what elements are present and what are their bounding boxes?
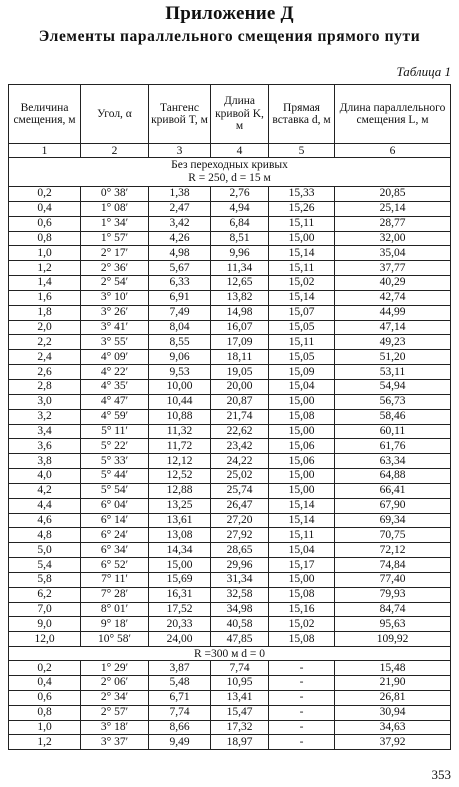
table-cell: 6° 52′ [81,558,149,573]
table-cell: 0,4 [9,676,81,691]
column-header: Тангенс кривой T, м [149,85,211,144]
table-cell: 17,32 [211,720,269,735]
table-cell: 15,09 [269,365,335,380]
table-cell: 5° 11′ [81,424,149,439]
table-cell: 77,40 [335,572,451,587]
table-cell: 1° 34′ [81,216,149,231]
table-cell: 5,4 [9,558,81,573]
section-heading-line: Без переходных кривых [171,159,288,171]
table-cell: 9,53 [149,365,211,380]
table-cell: 15,16 [269,602,335,617]
table-cell: 2° 06′ [81,676,149,691]
table-cell: 27,92 [211,528,269,543]
table-cell: 20,00 [211,379,269,394]
table-cell: 16,31 [149,587,211,602]
table-cell: 53,11 [335,365,451,380]
table-cell: 12,52 [149,469,211,484]
table-cell: 32,00 [335,231,451,246]
table-cell: 15,08 [269,587,335,602]
table-row [9,335,451,350]
table-cell: 15,04 [269,543,335,558]
table-cell: 4° 22′ [81,365,149,380]
table-cell: 15,17 [269,558,335,573]
table-cell: 15,69 [149,572,211,587]
table-row [9,661,451,676]
table-cell: 5,8 [9,572,81,587]
table-cell: - [269,676,335,691]
table-row [9,735,451,750]
table-cell: 63,34 [335,454,451,469]
table-cell: 4,98 [149,246,211,261]
table-cell: 15,08 [269,409,335,424]
table-cell: 2° 57′ [81,705,149,720]
table-cell: 7,74 [211,661,269,676]
table-cell: 9° 18′ [81,617,149,632]
section-heading [9,158,451,187]
table-cell: 5° 44′ [81,469,149,484]
section-heading: R =300 м d = 0 [9,647,451,661]
table-row [9,572,451,587]
table-cell: 1,4 [9,276,81,291]
table-row [9,528,451,543]
table-cell: 74,84 [335,558,451,573]
table-cell: 1,2 [9,261,81,276]
section-body [9,661,451,750]
table-cell: 22,62 [211,424,269,439]
table-cell: 56,73 [335,394,451,409]
table-cell: 0,6 [9,216,81,231]
table-row [9,246,451,261]
table-cell: 15,02 [269,276,335,291]
table-cell: 8,66 [149,720,211,735]
table-cell: 24,22 [211,454,269,469]
table-cell: 3° 55′ [81,335,149,350]
table-cell: 95,63 [335,617,451,632]
table-cell: 15,00 [269,469,335,484]
table-cell: 66,41 [335,483,451,498]
table-cell: 9,0 [9,617,81,632]
table-cell: 109,92 [335,632,451,647]
table-cell: 15,00 [269,424,335,439]
column-header: Длина кривой K, м [211,85,269,144]
table-cell: 4,2 [9,483,81,498]
table-cell: 10° 58′ [81,632,149,647]
table-cell: 15,48 [335,661,451,676]
table-row [9,483,451,498]
table-row [9,513,451,528]
table-cell: 23,42 [211,439,269,454]
table-cell: 49,23 [335,335,451,350]
table-cell: 2° 36′ [81,261,149,276]
table-cell: 4,0 [9,469,81,484]
table-cell: 15,00 [149,558,211,573]
table-cell: 15,14 [269,290,335,305]
table-cell: 2,2 [9,335,81,350]
table-cell: 2,76 [211,187,269,202]
table-row [9,617,451,632]
table-cell: 24,00 [149,632,211,647]
table-cell: 7,74 [149,705,211,720]
table-cell: 20,33 [149,617,211,632]
table-cell: 7° 28′ [81,587,149,602]
table-row [9,290,451,305]
table-cell: 4° 35′ [81,379,149,394]
table-cell: 2,6 [9,365,81,380]
table-cell: 6° 04′ [81,498,149,513]
table-cell: 8,51 [211,231,269,246]
table-cell: 1,0 [9,246,81,261]
table-cell: 26,47 [211,498,269,513]
table-cell: 30,94 [335,705,451,720]
column-number: 1 [9,144,81,158]
table-cell: 3° 18′ [81,720,149,735]
table-cell: 15,11 [269,335,335,350]
offset-table [8,84,451,750]
table-row [9,305,451,320]
table-cell: 61,76 [335,439,451,454]
table-cell: 14,98 [211,305,269,320]
table-cell: 3° 10′ [81,290,149,305]
table-row [9,276,451,291]
table-cell: 13,25 [149,498,211,513]
table-cell: 6,71 [149,690,211,705]
table-cell: 47,85 [211,632,269,647]
table-cell: 25,74 [211,483,269,498]
table-cell: 27,20 [211,513,269,528]
column-header: Угол, α [81,85,149,144]
table-cell: 15,00 [269,483,335,498]
table-cell: 69,34 [335,513,451,528]
table-cell: 7,0 [9,602,81,617]
table-cell: 11,72 [149,439,211,454]
table-cell: 15,00 [269,572,335,587]
table-cell: 3,8 [9,454,81,469]
table-cell: 3,87 [149,661,211,676]
table-cell: 2,4 [9,350,81,365]
table-cell: - [269,690,335,705]
table-row [9,320,451,335]
table-cell: 10,00 [149,379,211,394]
page-title: Приложение Д [165,3,294,24]
table-cell: 12,65 [211,276,269,291]
table-cell: 15,05 [269,320,335,335]
table-cell: 79,93 [335,587,451,602]
table-cell: 10,44 [149,394,211,409]
table-cell: 11,32 [149,424,211,439]
table-cell: 15,06 [269,439,335,454]
table-cell: 12,12 [149,454,211,469]
table-label: Таблица 1 [396,64,451,79]
table-cell: 13,08 [149,528,211,543]
table-cell: - [269,735,335,750]
table-cell: 40,58 [211,617,269,632]
table-cell: 4,94 [211,201,269,216]
table-cell: 35,04 [335,246,451,261]
table-cell: 51,20 [335,350,451,365]
table-cell: 21,74 [211,409,269,424]
table-cell: 4,8 [9,528,81,543]
table-cell: 1,2 [9,735,81,750]
table-cell: 7,49 [149,305,211,320]
table-cell: 11,34 [211,261,269,276]
table-row [9,720,451,735]
table-cell: 5° 54′ [81,483,149,498]
table-cell: 1,38 [149,187,211,202]
table-row [9,424,451,439]
table-cell: 64,88 [335,469,451,484]
table-cell: 15,33 [269,187,335,202]
table-cell: 13,82 [211,290,269,305]
table-cell: 8,04 [149,320,211,335]
table-row [9,558,451,573]
table-cell: 4,26 [149,231,211,246]
table-cell: 0,2 [9,187,81,202]
table-cell: 2° 54′ [81,276,149,291]
table-cell: 34,63 [335,720,451,735]
table-cell: 20,87 [211,394,269,409]
table-cell: 15,04 [269,379,335,394]
table-cell: 5,67 [149,261,211,276]
column-number: 4 [211,144,269,158]
table-cell: 9,49 [149,735,211,750]
table-cell: 15,08 [269,632,335,647]
section-heading-row [9,158,451,187]
table-cell: 15,11 [269,261,335,276]
table-cell: 14,34 [149,543,211,558]
table-cell: 37,92 [335,735,451,750]
table-cell: 2,8 [9,379,81,394]
table-cell: 58,46 [335,409,451,424]
table-cell: 1,0 [9,720,81,735]
table-cell: 3,42 [149,216,211,231]
table-row [9,587,451,602]
table-cell: 6° 24′ [81,528,149,543]
column-header: Прямая вставка d, м [269,85,335,144]
column-number-row [9,144,451,158]
column-number: 3 [149,144,211,158]
table-cell: 15,07 [269,305,335,320]
table-cell: 15,11 [269,528,335,543]
table-row [9,690,451,705]
table-cell: 34,98 [211,602,269,617]
table-cell: 0,8 [9,705,81,720]
column-number: 5 [269,144,335,158]
table-cell: 67,90 [335,498,451,513]
table-cell: 15,06 [269,454,335,469]
table-row [9,187,451,202]
table-cell: 0° 38′ [81,187,149,202]
table-cell: 6° 14′ [81,513,149,528]
table-cell: 12,0 [9,632,81,647]
table-cell: 4° 59′ [81,409,149,424]
table-cell: 5,0 [9,543,81,558]
column-header: Величина смещения, м [9,85,81,144]
table-cell: 15,14 [269,246,335,261]
table-cell: 4,6 [9,513,81,528]
table-cell: - [269,661,335,676]
table-row [9,469,451,484]
table-cell: 0,4 [9,201,81,216]
table-cell: 3° 37′ [81,735,149,750]
table-row [9,498,451,513]
table-cell: 19,05 [211,365,269,380]
table-cell: 32,58 [211,587,269,602]
table-cell: 6° 34′ [81,543,149,558]
table-cell: 54,94 [335,379,451,394]
table-row [9,201,451,216]
table-cell: 0,2 [9,661,81,676]
table-row [9,676,451,691]
table-cell: 5° 33′ [81,454,149,469]
table-row [9,350,451,365]
table-row [9,261,451,276]
table-cell: 6,84 [211,216,269,231]
table-cell: 15,14 [269,513,335,528]
table-cell: 18,97 [211,735,269,750]
table-cell: 6,33 [149,276,211,291]
table-cell: 7° 11′ [81,572,149,587]
table-cell: 10,95 [211,676,269,691]
table-cell: 1,8 [9,305,81,320]
table-cell: 8,55 [149,335,211,350]
table-cell: 4° 47′ [81,394,149,409]
table-cell: - [269,705,335,720]
table-cell: 0,8 [9,231,81,246]
table-cell: 15,47 [211,705,269,720]
column-number: 6 [335,144,451,158]
table-row [9,379,451,394]
table-cell: 40,29 [335,276,451,291]
section-body [9,187,451,647]
table-cell: 2,47 [149,201,211,216]
table-cell: 25,02 [211,469,269,484]
table-cell: 3,0 [9,394,81,409]
table-cell: 15,11 [269,216,335,231]
table-row [9,705,451,720]
table-cell: 1° 08′ [81,201,149,216]
table-cell: 84,74 [335,602,451,617]
table-cell: 16,07 [211,320,269,335]
table-cell: 72,12 [335,543,451,558]
table-row [9,394,451,409]
table-cell: 3,6 [9,439,81,454]
table-cell: 9,96 [211,246,269,261]
table-cell: 12,88 [149,483,211,498]
table-cell: 60,11 [335,424,451,439]
table-cell: 18,11 [211,350,269,365]
table-row [9,231,451,246]
page-subtitle: Элементы параллельного смещения прямого пути [38,28,421,45]
table-cell: 47,14 [335,320,451,335]
table-cell: 15,05 [269,350,335,365]
table-cell: 10,88 [149,409,211,424]
table-cell: 31,34 [211,572,269,587]
table-cell: 1,6 [9,290,81,305]
table-cell: 29,96 [211,558,269,573]
table-header-row [9,85,451,144]
table-row [9,454,451,469]
table-cell: 37,77 [335,261,451,276]
column-number: 2 [81,144,149,158]
table-cell: 0,6 [9,690,81,705]
table-cell: 15,26 [269,201,335,216]
column-header: Длина параллельного смещения L, м [335,85,451,144]
table-cell: 4,4 [9,498,81,513]
table-cell: 25,14 [335,201,451,216]
table-cell: 1° 57′ [81,231,149,246]
table-cell: 70,75 [335,528,451,543]
table-cell: 28,77 [335,216,451,231]
page-number: 353 [431,767,451,782]
table-cell: 2° 17′ [81,246,149,261]
table-row [9,216,451,231]
table-cell: 6,91 [149,290,211,305]
table-row [9,439,451,454]
table-cell: 44,99 [335,305,451,320]
table-cell: 15,00 [269,394,335,409]
section-heading-row [9,647,451,661]
table-cell: 3° 26′ [81,305,149,320]
table-cell: 15,00 [269,231,335,246]
section-heading-line: R = 250, d = 15 м [188,172,271,184]
table-cell: 2,0 [9,320,81,335]
table-row [9,632,451,647]
table-cell: 17,52 [149,602,211,617]
table-cell: 13,61 [149,513,211,528]
table-cell: 26,81 [335,690,451,705]
table-cell: 5° 22′ [81,439,149,454]
table-cell: 4° 09′ [81,350,149,365]
table-cell: 2° 34′ [81,690,149,705]
table-row [9,602,451,617]
table-cell: 13,41 [211,690,269,705]
table-cell: 1° 29′ [81,661,149,676]
table-cell: 9,06 [149,350,211,365]
table-cell: 5,48 [149,676,211,691]
table-row [9,409,451,424]
table-cell: 6,2 [9,587,81,602]
table-cell: - [269,720,335,735]
table-cell: 28,65 [211,543,269,558]
table-row [9,543,451,558]
table-cell: 21,90 [335,676,451,691]
table-cell: 17,09 [211,335,269,350]
table-cell: 3,4 [9,424,81,439]
table-cell: 42,74 [335,290,451,305]
table-cell: 20,85 [335,187,451,202]
table-cell: 15,02 [269,617,335,632]
table-cell: 8° 01′ [81,602,149,617]
table-cell: 15,14 [269,498,335,513]
table-cell: 3° 41′ [81,320,149,335]
table-row [9,365,451,380]
table-cell: 3,2 [9,409,81,424]
